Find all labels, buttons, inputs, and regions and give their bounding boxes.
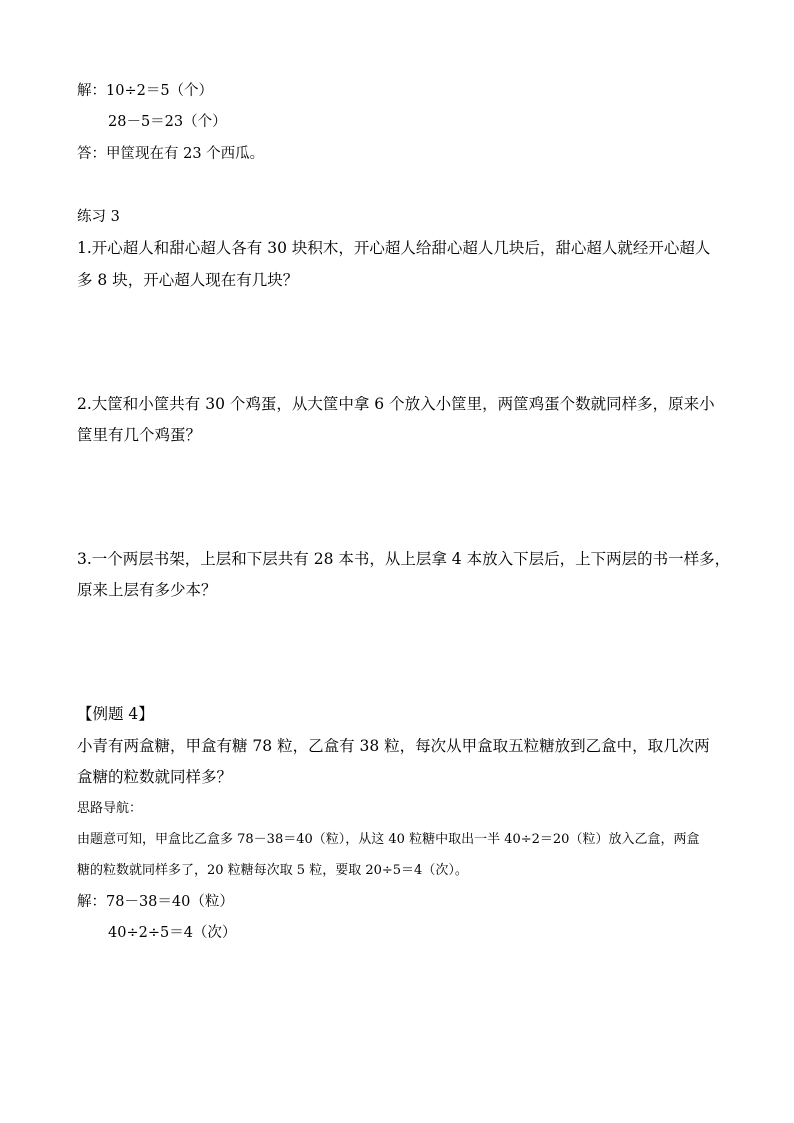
practice-q3-line-1: 3.一个两层书架，上层和下层共有 28 本书，从上层拿 4 本放入下层后，上下两层的书一样多， [77,550,731,568]
practice-q2-line-1: 2.大筐和小筐共有 30 个鸡蛋，从大筐中拿 6 个放入小筐里，两筐鸡蛋个数就同样多，原来小 [77,395,715,413]
practice-q2-line-2: 筐里有几个鸡蛋？ [77,426,202,444]
example4-problem-line-2: 盒糖的粒数就同样多？ [77,768,233,786]
prev-solution-line-1: 解：10÷2＝5（个） [77,83,214,99]
example4-solution-line-2: 40÷2÷5＝4（次） [108,925,237,941]
prev-solution-line-2: 28－5＝23（个） [108,114,227,130]
example4-solution-line-1: 解：78－38＝40（粒） [77,894,234,910]
example4-problem-line-1: 小青有两盒糖，甲盒有糖 78 粒，乙盒有 38 粒，每次从甲盒取五粒糖放到乙盒中，取几次两 [77,737,710,755]
example4-heading: 【例题 4】 [77,705,154,723]
practice-q1-line-2: 多 8 块，开心超人现在有几块？ [77,271,299,289]
example4-guide-line-1: 由题意可知，甲盒比乙盒多 78－38＝40（粒），从这 40 粒糖中取出一半 40÷2＝20（粒）放入乙盒，两盒 [77,832,700,847]
example4-guide-label: 思路导航： [77,801,143,816]
practice-q1-line-1: 1.开心超人和甜心超人各有 30 块积木，开心超人给甜心超人几块后，甜心超人就经开心超人 [77,239,711,257]
practice-heading: 练习 3 [77,209,120,225]
prev-answer: 答：甲筐现在有 23 个西瓜。 [77,146,265,162]
example4-guide-line-2: 糖的粒数就同样多了，20 粒糖每次取 5 粒，要取 20÷5＝4（次）。 [77,863,468,878]
practice-q3-line-2: 原来上层有多少本？ [77,581,217,599]
